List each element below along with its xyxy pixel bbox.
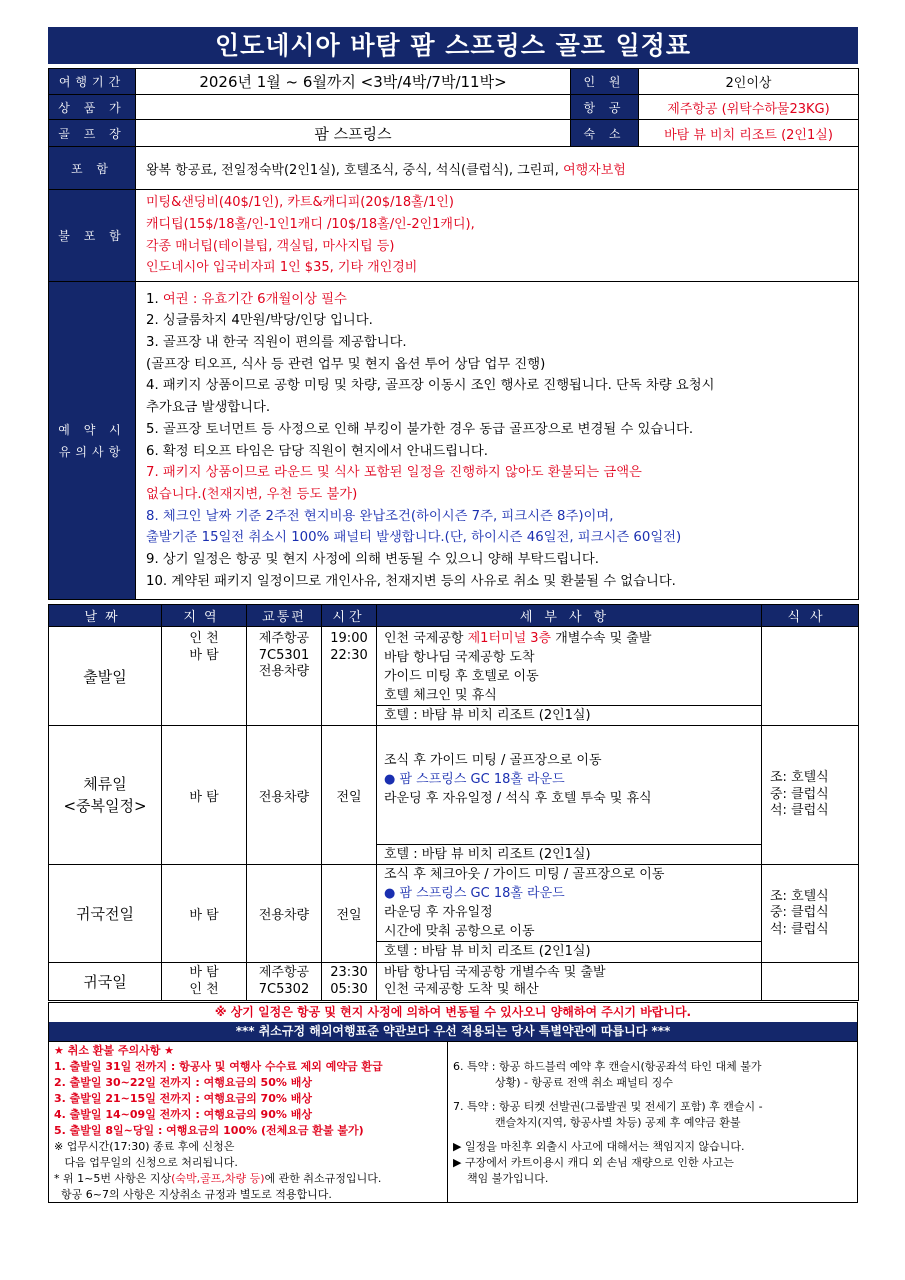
special-clause: 캔슬차지(지역, 항공사별 차등) 공제 후 예약금 환불 <box>453 1116 741 1129</box>
exclude-list <box>136 190 859 282</box>
cancel-rule: 5. 출발일 8일~당일 : 여행요금의 100% (전체요금 환불 불가) <box>54 1124 364 1137</box>
detail-text: 개별수속 및 출발 <box>551 631 652 646</box>
cancel-rule: 4. 출발일 14~09일 전까지 : 여행요금의 90% 배상 <box>54 1108 312 1121</box>
day1-time <box>322 627 377 726</box>
day4-time <box>322 963 377 1001</box>
transport-item: 제주항공 <box>258 965 310 980</box>
note-item <box>146 289 848 311</box>
time-item: 05:30 <box>330 981 368 997</box>
note-item: (골프장 티오프, 식사 등 관련 업무 및 현지 옵션 투어 상담 업무 진행) <box>146 356 546 372</box>
cancel-rule: 2. 출발일 30~22일 전까지 : 여행요금의 50% 배상 <box>54 1076 312 1089</box>
day2-time: 전일 <box>322 726 377 865</box>
header-meal: 식사 <box>762 605 859 627</box>
people-value: 2인이상 <box>639 69 859 95</box>
cancel-note-text: * 위 1~5번 사항은 지상 <box>54 1172 172 1185</box>
people-label: 인 원 <box>571 69 639 95</box>
detail-spacer <box>377 808 761 844</box>
period-value: 2026년 1월 ~ 6월까지 <3박/4박/7박/11박> <box>136 69 571 95</box>
exclude-label: 불 포 함 <box>49 190 136 282</box>
info-table <box>48 68 859 600</box>
note-number: 1. <box>146 291 163 307</box>
include-label: 포 함 <box>49 147 136 190</box>
exclude-item: 각종 매너팁(테이블팁, 객실팁, 마사지팁 등) <box>146 238 395 254</box>
date-line: 체류일 <box>83 775 127 793</box>
day3-transport: 전용차량 <box>247 865 322 963</box>
note-item: 추가요금 발생합니다. <box>146 400 271 416</box>
note-item: 8. 체크인 날짜 기준 2주전 현지비용 완납조건(하이시즌 7주, 피크시즌 8주)이며, <box>146 508 614 524</box>
golf-label: 골 프 장 <box>49 120 136 147</box>
disclaimer: ▶ 구장에서 카트이용시 캐디 외 손님 재량으로 인한 사고는 <box>453 1156 734 1169</box>
note-item: 9. 상기 일정은 항공 및 현지 사정에 의해 변동될 수 있으니 양해 부탁드립니다. <box>146 551 599 567</box>
day2-meal <box>762 726 859 865</box>
cancel-note: 다음 업무일의 신청으로 처리됩니다. <box>54 1156 238 1169</box>
transport-item: 7C5302 <box>258 981 310 997</box>
day3-date: 귀국전일 <box>49 865 162 963</box>
detail-line: 가이드 미팅 후 호텔로 이동 <box>384 669 539 684</box>
time-item: 22:30 <box>330 647 368 663</box>
header-transport: 교통편 <box>247 605 322 627</box>
region-item: 바 탐 <box>189 965 219 980</box>
region-item: 바 탐 <box>189 647 219 663</box>
airline-value: 제주항공 (위탁수하물23KG) <box>639 95 859 120</box>
exclude-item: 인도네시아 입국비자피 1인 $35, 기타 개인경비 <box>146 260 418 276</box>
meal-item: 석: 클럽식 <box>770 803 829 819</box>
note-item: 7. 패키지 상품이므로 라운드 및 식사 포함된 일정을 진행하지 않아도 환불되는 금액은 <box>146 465 642 481</box>
terminal-text: 제1터미널 3층 <box>467 631 552 646</box>
header-time: 시간 <box>322 605 377 627</box>
detail-text: 인천 국제공항 <box>384 631 468 646</box>
schedule-row-day2 <box>49 726 859 865</box>
day2-detail <box>377 726 762 865</box>
schedule-change-notice: ※ 상기 일정은 항공 및 현지 사정에 의하여 변동될 수 있사오니 양해하여 주시기 바랍니다. <box>48 1002 858 1023</box>
meal-item: 조: 호텔식 <box>770 888 829 904</box>
price-label: 상 품 가 <box>49 95 136 120</box>
day2-date <box>49 726 162 865</box>
cancel-heading: ★ 취소 환불 주의사항 ★ <box>54 1044 175 1057</box>
cancel-rule: 3. 출발일 21~15일 전까지 : 여행요금의 70% 배상 <box>54 1092 312 1105</box>
airline-label: 항 공 <box>571 95 639 120</box>
day3-detail <box>377 865 762 963</box>
transport-item: 제주항공 <box>258 631 310 646</box>
day4-transport <box>247 963 322 1001</box>
time-item: 23:30 <box>330 965 368 980</box>
schedule-row-day1 <box>49 627 859 726</box>
note-item: 10. 계약된 패키지 일정이므로 개인사유, 천재지변 등의 사유로 취소 및 환불될 수 없습니다. <box>146 573 676 589</box>
note-item: 2. 싱글룸차지 4만원/박당/인당 입니다. <box>146 313 373 329</box>
cancel-left <box>49 1041 448 1202</box>
schedule-row-day3 <box>49 865 859 963</box>
meal-item: 조: 호텔식 <box>770 770 829 786</box>
period-label: 여행기간 <box>49 69 136 95</box>
day2-region: 바 탐 <box>162 726 247 865</box>
hotel-line: 호텔 : 바탐 뷰 비치 리조트 (2인1실) <box>377 941 761 961</box>
notes-list <box>136 282 859 600</box>
detail-line: 바탐 항나딤 국제공항 개별수속 및 출발 <box>384 965 606 980</box>
day3-region: 바 탐 <box>162 865 247 963</box>
note-passport: 여권 : 유효기간 6개월이상 필수 <box>162 291 347 307</box>
exclude-item: 캐디팁(15$/18홀/인-1인1캐디 /10$/18홀/인-2인1캐디), <box>146 216 475 232</box>
disclaimer: 책임 불가입니다. <box>453 1172 549 1185</box>
cancel-note-text: 에 관한 취소규정입니다. <box>264 1172 382 1185</box>
day4-detail <box>377 963 762 1001</box>
cancel-rule: 1. 출발일 31일 전까지 : 항공사 및 여행사 수수료 제외 예약금 환급 <box>54 1060 383 1073</box>
detail-line: 라운딩 후 자유일정 <box>384 905 493 920</box>
detail-line: 바탐 항나딤 국제공항 도착 <box>384 650 535 665</box>
region-item: 인 천 <box>189 981 219 997</box>
note-item: 5. 골프장 토너먼트 등 사정으로 인해 부킹이 불가한 경우 동급 골프장으로 변경될 수 있습니다. <box>146 421 694 437</box>
transport-item: 7C5301 <box>258 647 310 663</box>
note-item: 3. 골프장 내 한국 직원이 편의를 제공합니다. <box>146 335 407 351</box>
detail-line: 라운딩 후 자유일정 / 석식 후 호텔 투숙 및 휴식 <box>384 791 652 806</box>
cancel-note: 항공 6~7의 사항은 지상취소 규정과 별도로 적용합니다. <box>54 1188 332 1201</box>
special-clause: 상황) - 항공료 전액 취소 패널티 징수 <box>453 1076 673 1089</box>
detail-line: 호텔 체크인 및 휴식 <box>384 688 497 703</box>
day1-transport <box>247 627 322 726</box>
header-region: 지역 <box>162 605 247 627</box>
cancel-right <box>448 1041 857 1202</box>
meal-item: 중: 클럽식 <box>770 786 829 802</box>
cancel-section <box>48 1041 858 1203</box>
hotel-label: 숙 소 <box>571 120 639 147</box>
detail-line: 인천 국제공항 도착 및 해산 <box>384 981 539 997</box>
include-insurance: 여행자보험 <box>563 162 626 178</box>
cancel-policy-notice: *** 취소규정 해외여행표준 약관보다 우선 적용되는 당사 특별약관에 따릅니다 *** <box>48 1022 858 1042</box>
transport-item: 전용차량 <box>258 664 310 679</box>
day3-time: 전일 <box>322 865 377 963</box>
hotel-line: 호텔 : 바탐 뷰 비치 리조트 (2인1실) <box>377 705 761 725</box>
detail-line-golf: ● 팜 스프링스 GC 18홀 라운드 <box>384 772 565 787</box>
detail-line: 조식 후 체크아웃 / 가이드 미팅 / 골프장으로 이동 <box>384 867 665 882</box>
schedule-row-day4 <box>49 963 859 1001</box>
note-item: 없습니다.(천재지변, 우천 등도 불가) <box>146 486 358 502</box>
note-item: 4. 패키지 상품이므로 공항 미팅 및 차량, 골프장 이동시 조인 행사로 진행됩니다. 단독 차량 요청시 <box>146 378 715 394</box>
notes-label-line: 예 약 시 <box>58 422 126 437</box>
notes-label <box>49 282 136 600</box>
meal-item: 석: 클럽식 <box>770 921 829 937</box>
note-item: 출발기준 15일전 취소시 100% 패널티 발생합니다.(단, 하이시즌 46일전, 피크시즌 60일전) <box>146 530 682 546</box>
special-clause: 6. 특약 : 항공 하드블럭 예약 후 캔슬시(항공좌석 타인 대체 불가 <box>453 1060 762 1073</box>
detail-line-golf: ● 팜 스프링스 GC 18홀 라운드 <box>384 886 565 901</box>
day1-date: 출발일 <box>49 627 162 726</box>
cancel-note-highlight: (숙박,골프,차량 등) <box>171 1172 265 1185</box>
meal-item: 중: 클럽식 <box>770 905 829 921</box>
date-line: <중복일정> <box>63 797 147 815</box>
header-date: 날짜 <box>49 605 162 627</box>
special-clause: 7. 특약 : 항공 티켓 선발권(그룹발권 및 전세기 포함) 후 캔슬시 - <box>453 1100 763 1113</box>
note-item: 6. 확정 티오프 타임은 담당 직원이 현지에서 안내드립니다. <box>146 443 488 459</box>
detail-line: 조식 후 가이드 미팅 / 골프장으로 이동 <box>384 753 602 768</box>
day1-detail <box>377 627 762 726</box>
notes-label-line: 유의사항 <box>58 444 126 459</box>
include-text: 왕복 항공료, 전일정숙박(2인1실), 호텔조식, 중식, 석식(클럽식), 그린피, <box>146 162 564 178</box>
include-value <box>136 147 859 190</box>
schedule-table <box>48 604 859 1001</box>
day4-date: 귀국일 <box>49 963 162 1001</box>
header-detail: 세부사항 <box>377 605 762 627</box>
region-item: 인 천 <box>189 631 219 646</box>
day1-region <box>162 627 247 726</box>
detail-line <box>377 629 761 648</box>
day3-meal <box>762 865 859 963</box>
cancel-note <box>49 1171 447 1187</box>
day4-region <box>162 963 247 1001</box>
golf-value: 팜 스프링스 <box>136 120 571 147</box>
page-title: 인도네시아 바탐 팜 스프링스 골프 일정표 <box>48 27 858 64</box>
cancel-note: ※ 업무시간(17:30) 종료 후에 신청은 <box>54 1140 235 1153</box>
detail-line: 시간에 맞춰 공항으로 이동 <box>384 924 535 939</box>
day2-transport: 전용차량 <box>247 726 322 865</box>
exclude-item: 미팅&샌딩비(40$/1인), 카트&캐디피(20$/18홀/1인) <box>146 195 454 211</box>
disclaimer: ▶ 일정을 마친후 외출시 사고에 대해서는 책임지지 않습니다. <box>453 1140 745 1153</box>
day4-meal <box>762 963 859 1001</box>
price-value <box>136 95 571 120</box>
hotel-value: 바탐 뷰 비치 리조트 (2인1실) <box>639 120 859 147</box>
time-item: 19:00 <box>330 631 368 646</box>
hotel-line: 호텔 : 바탐 뷰 비치 리조트 (2인1실) <box>377 844 761 864</box>
day1-meal <box>762 627 859 726</box>
